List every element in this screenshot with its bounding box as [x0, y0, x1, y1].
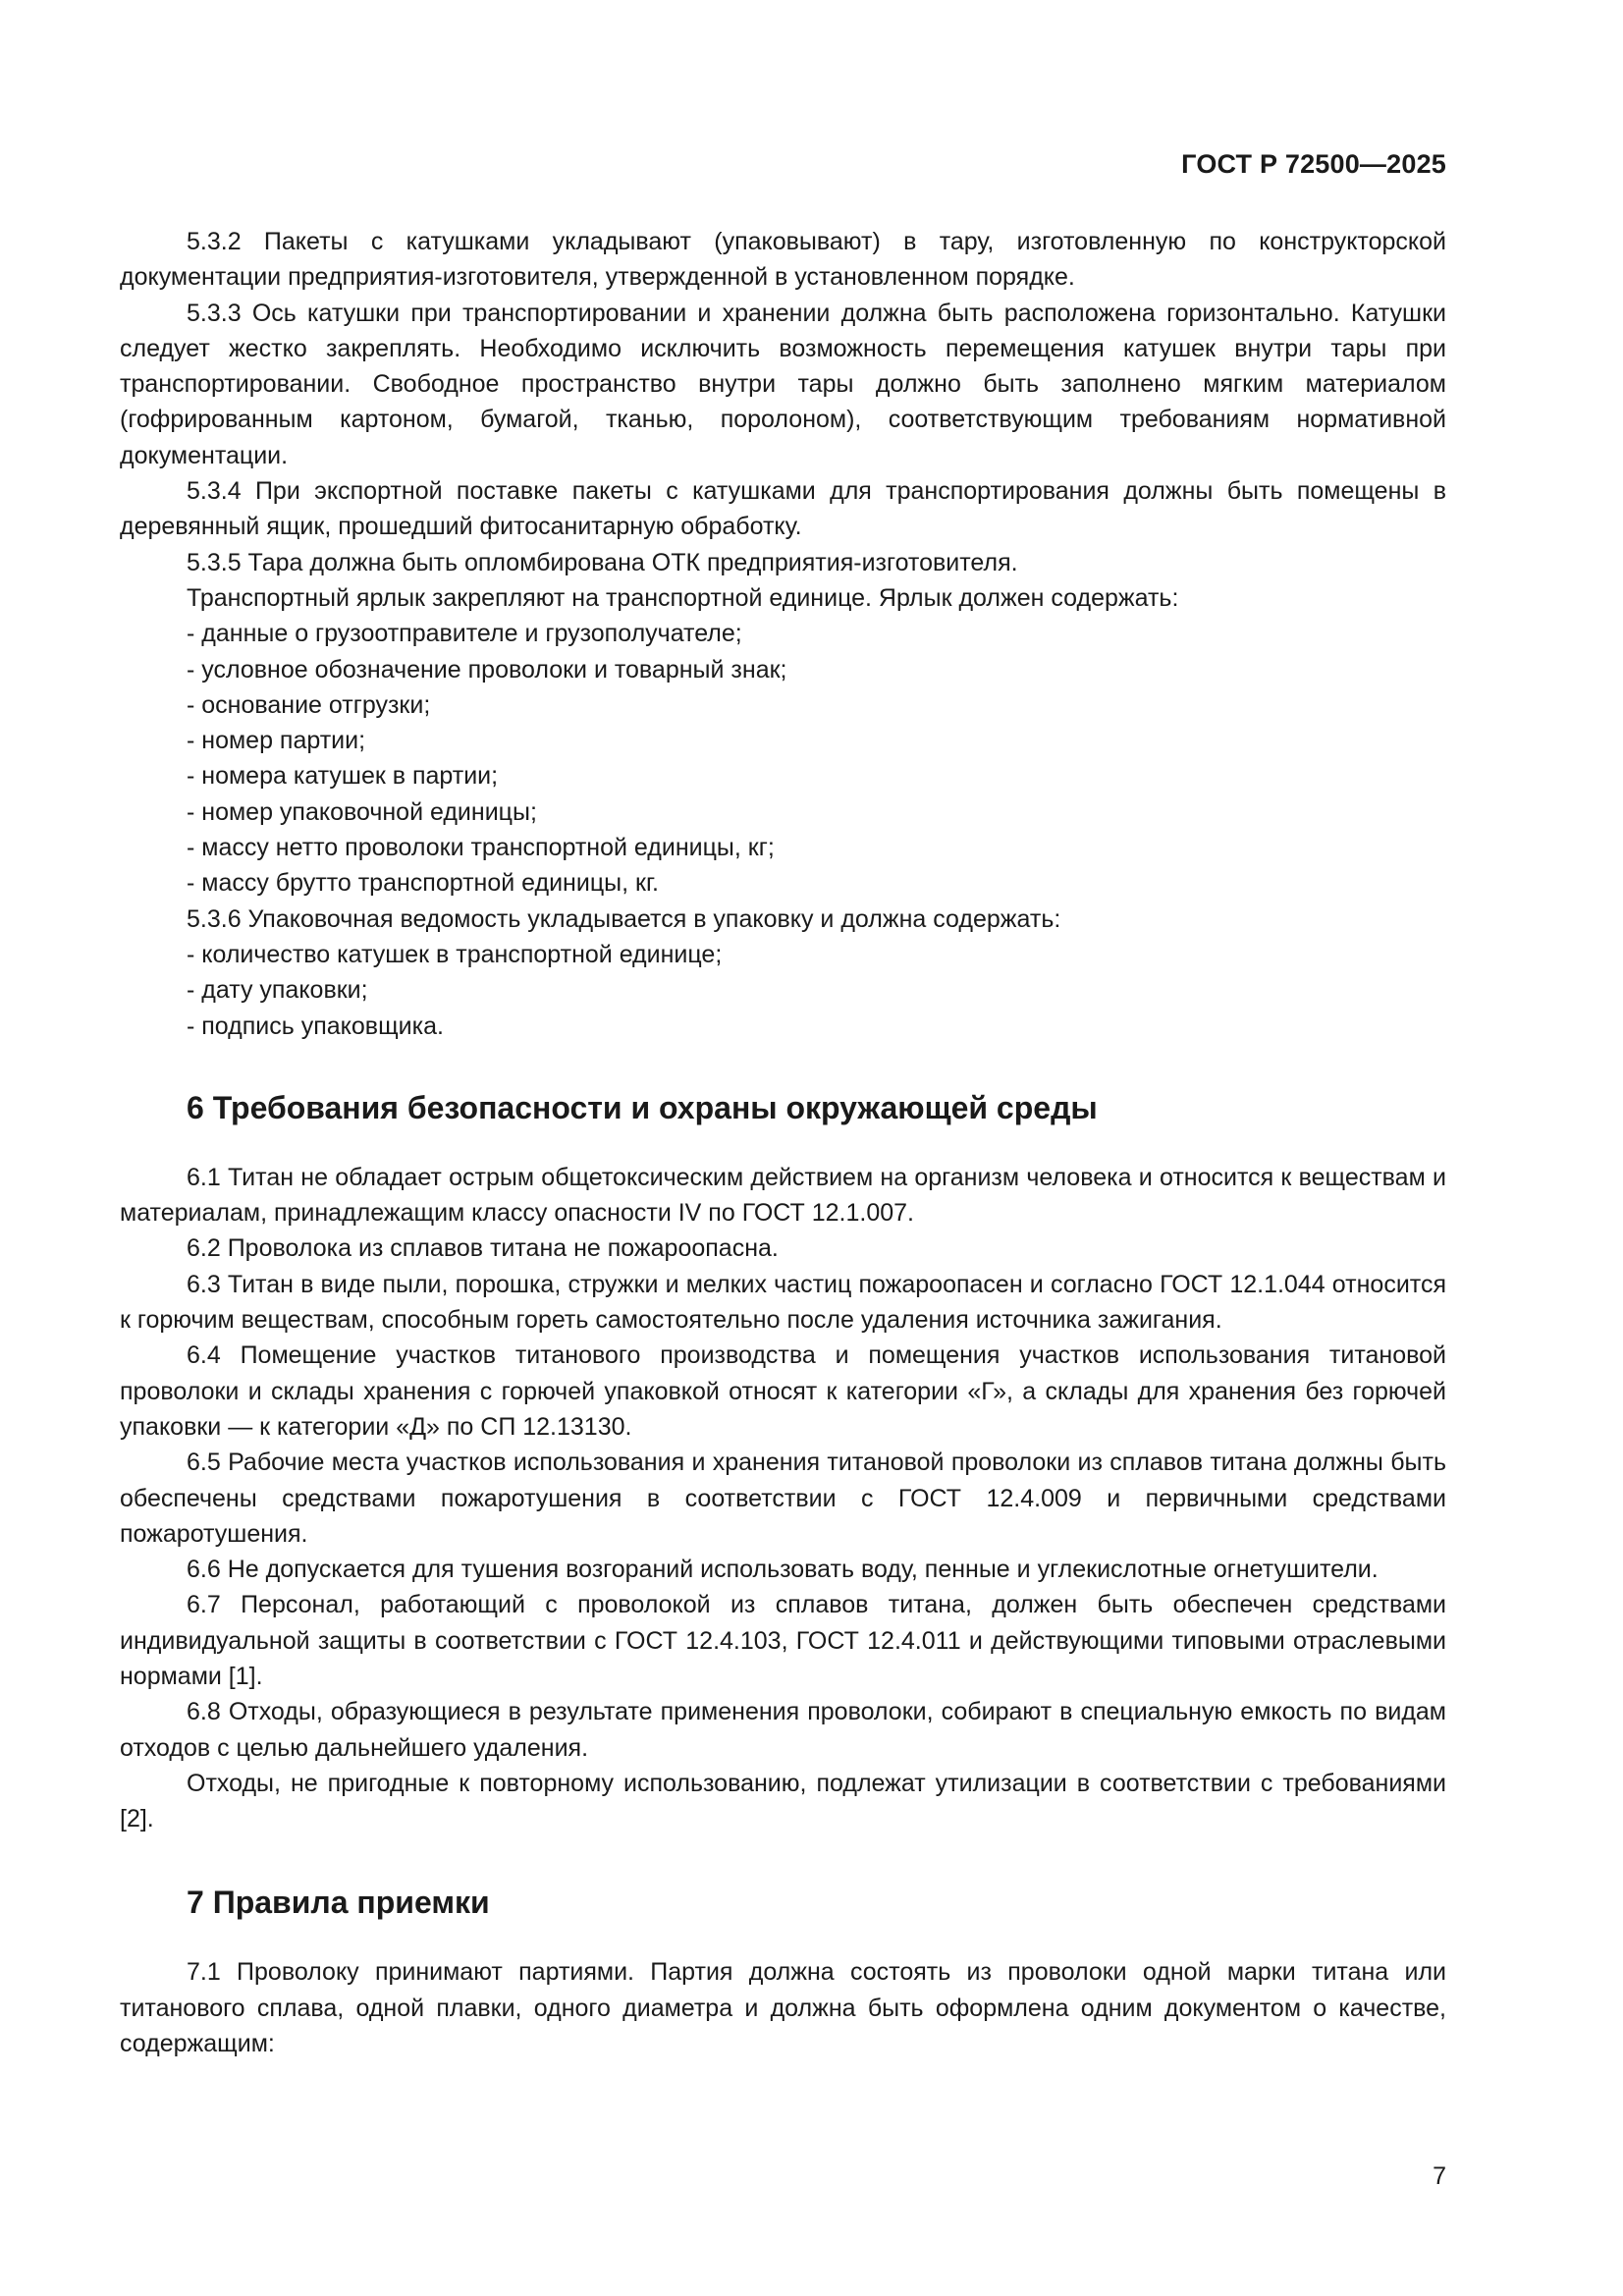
paragraph-7-1: 7.1 Проволоку принимают партиями. Партия должна состоять из проволоки одной марки титана или титанового сплава, одной плавки, одного диаметра и должна быть оформлена одним документом о качестве, содержащим:	[120, 1958, 1446, 2058]
paragraph-6-6: 6.6 Не допускается для тушения возгораний использовать воду, пенные и углекислотные огнетушители.	[187, 1556, 1379, 1584]
paragraph-6-1: 6.1 Титан не обладает острым общетоксическим действием на организм человека и относится к веществам и материалам, принадлежащим классу опасности IV по ГОСТ 12.1.007.	[120, 1163, 1446, 1228]
paragraph-5-3-3: 5.3.3 Ось катушки при транспортировании и хранении должна быть расположена горизонтально. Катушки следует жестко закреплять. Необходимо исключить возможность перемещения катушек внутри тары при транспортировании. Свободное пространство внутри тары должно быть заполнено мягким материалом (гофрированным картоном, бумагой, тканью, поролоном), соответствующим требованиям нормативной документации.	[120, 299, 1446, 469]
label-list-item: - данные о грузоотправителе и грузополучателе;	[187, 620, 742, 648]
document-code: ГОСТ Р 72500—2025	[1181, 149, 1446, 179]
packing-list-item: - подпись упаковщика.	[187, 1011, 444, 1040]
paragraph-6-4: 6.4 Помещение участков титанового производства и помещения участков использования титановой проволоки и склады хранения с горючей упаковкой относят к категории «Г», а склады для хранения без горючей упаковки — к категории «Д» по СП 12.13130.	[120, 1341, 1446, 1441]
section-7-heading: 7 Правила приемки	[187, 1885, 490, 1921]
label-list-item: - основание отгрузки;	[187, 690, 431, 719]
paragraph-6-5: 6.5 Рабочие места участков использования и хранения титановой проволоки из сплавов титана должны быть обеспечены средствами пожаротушения в соответствии с ГОСТ 12.4.009 и первичными средствами пожаротушения.	[120, 1449, 1446, 1548]
paragraph-6-7: 6.7 Персонал, работающий с проволокой из сплавов титана, должен быть обеспечен средствами индивидуальной защиты в соответствии с ГОСТ 12.4.103, ГОСТ 12.4.011 и действующими типовыми отраслевыми нормами [1].	[120, 1591, 1446, 1690]
paragraph-6-3: 6.3 Титан в виде пыли, порошка, стружки и мелких частиц пожароопасен и согласно ГОСТ 12.1.044 относится к горючим веществам, способным гореть самостоятельно после удаления источника зажигания.	[120, 1270, 1446, 1335]
label-list-item: - условное обозначение проволоки и товарный знак;	[187, 655, 787, 683]
paragraph-5-3-2: 5.3.2 Пакеты с катушками укладывают (упаковывают) в тару, изготовленную по конструкторской документации предприятия-изготовителя, утвержденной в установленном порядке.	[120, 228, 1446, 292]
label-list-item: - номера катушек в партии;	[187, 762, 499, 791]
packing-list-item: - количество катушек в транспортной единице;	[187, 940, 723, 968]
page-number: 7	[1433, 2162, 1446, 2190]
page-body	[120, 224, 1446, 2061]
label-intro: Транспортный ярлык закрепляют на транспортной единице. Ярлык должен содержать:	[187, 583, 1179, 612]
packing-list-item: - дату упаковки;	[187, 976, 368, 1005]
paragraph-5-3-5: 5.3.5 Тара должна быть опломбирована ОТК предприятия-изготовителя.	[187, 548, 1018, 576]
paragraph-5-3-6: 5.3.6 Упаковочная ведомость укладывается в упаковку и должна содержать:	[187, 904, 1061, 933]
paragraph-6-8-disposal: Отходы, не пригодные к повторному использованию, подлежат утилизации в соответствии с требованиями [2].	[120, 1769, 1446, 1833]
paragraph-6-8: 6.8 Отходы, образующиеся в результате применения проволоки, собирают в специальную емкость по видам отходов с целью дальнейшего удаления.	[120, 1698, 1446, 1762]
paragraph-6-2: 6.2 Проволока из сплавов титана не пожароопасна.	[187, 1234, 779, 1263]
label-list-item: - номер партии;	[187, 727, 366, 755]
label-list-item: - массу брутто транспортной единицы, кг.	[187, 869, 659, 898]
paragraph-5-3-4: 5.3.4 При экспортной поставке пакеты с катушками для транспортирования должны быть помещены в деревянный ящик, прошедший фитосанитарную обработку.	[120, 477, 1446, 541]
label-list-item: - массу нетто проволоки транспортной единицы, кг;	[187, 834, 775, 862]
section-6-heading: 6 Требования безопасности и охраны окружающей среды	[187, 1089, 1098, 1125]
label-list-item: - номер упаковочной единицы;	[187, 797, 537, 826]
